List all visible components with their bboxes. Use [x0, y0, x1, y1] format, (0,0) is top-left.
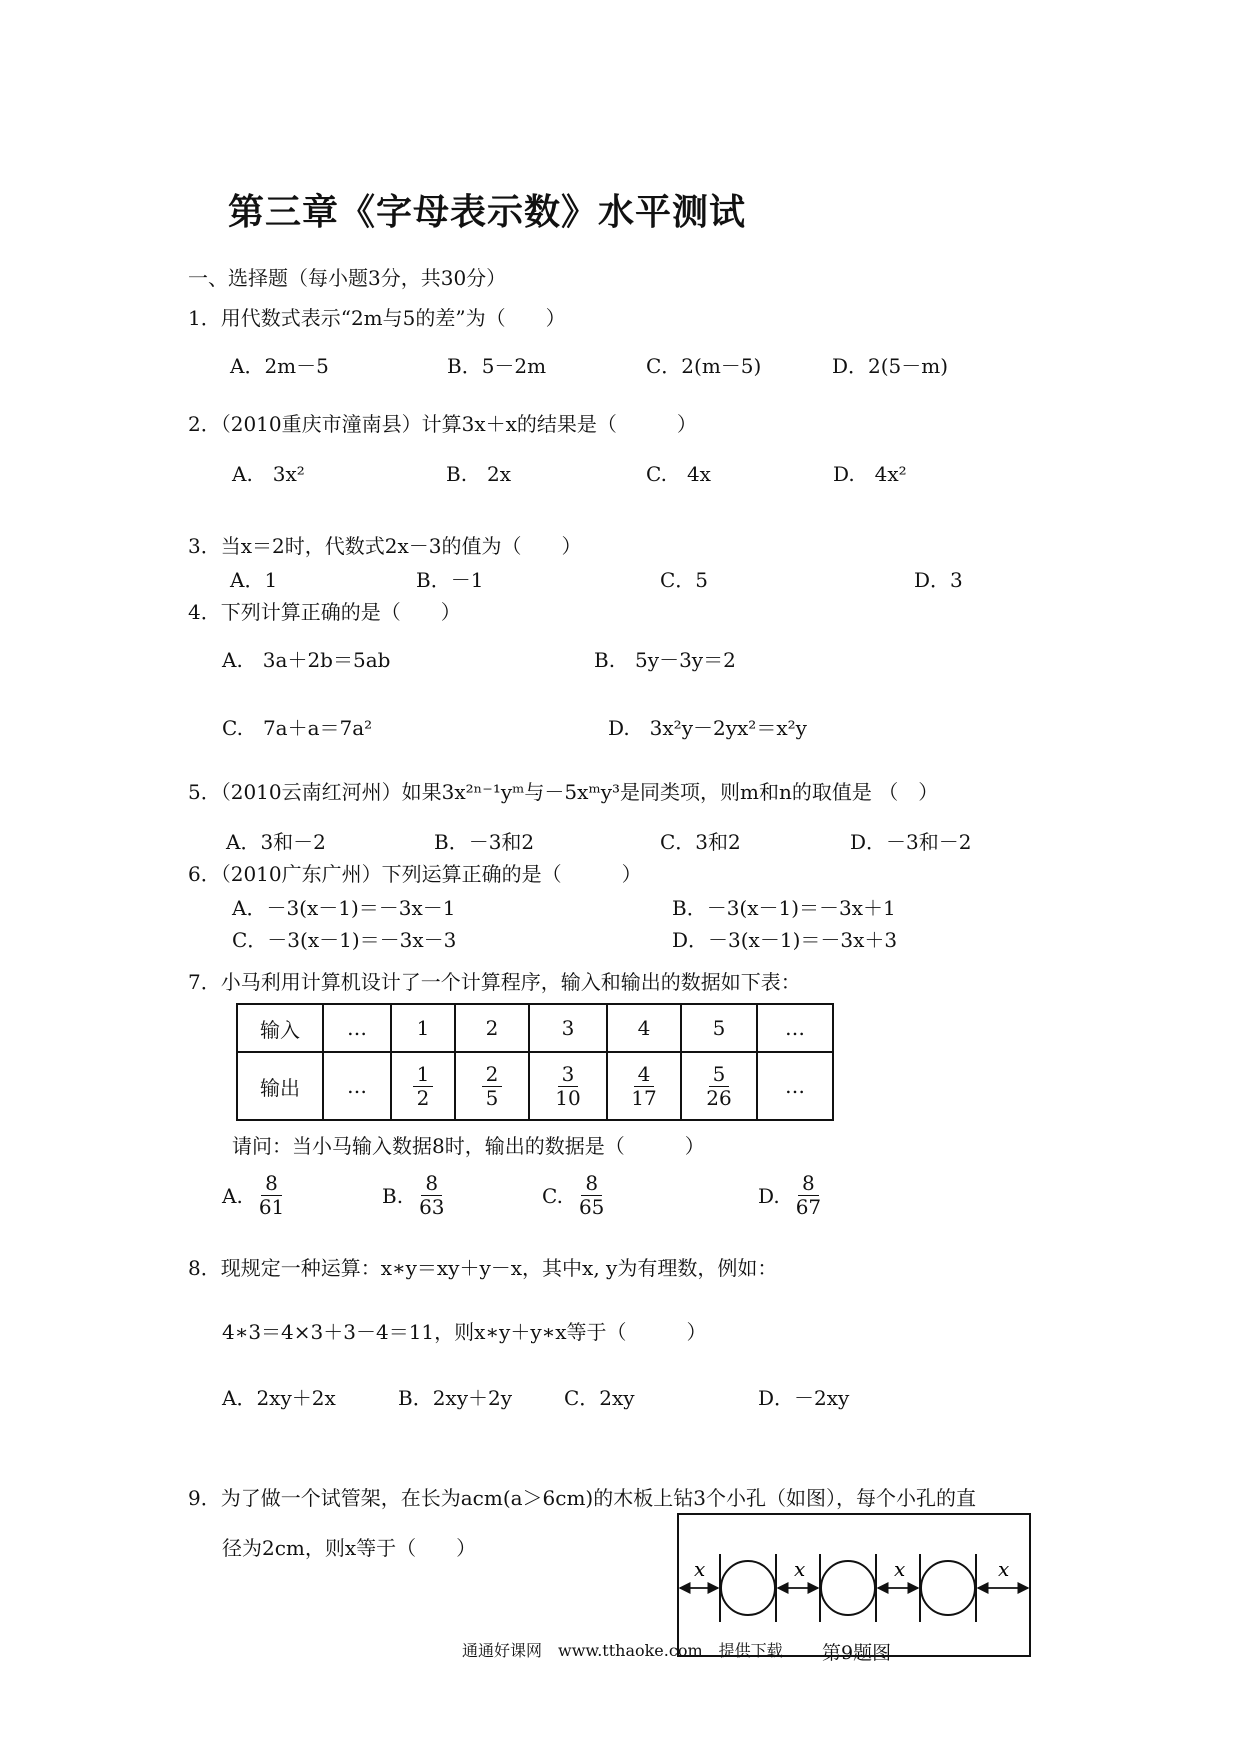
option-label: B.: [382, 1183, 404, 1208]
fraction-numerator: 1: [413, 1063, 434, 1087]
io-table-cell: [529, 1052, 607, 1120]
io-table-cell: 输出: [237, 1052, 323, 1120]
hole-3: [920, 1554, 976, 1622]
io-table-cell: 输入: [237, 1004, 323, 1052]
fraction-numerator: 3: [558, 1063, 579, 1087]
q2-option-a: A. 3x²: [232, 462, 305, 486]
q2-option-d: D. 4x²: [833, 462, 907, 486]
q3-option-d: D．3: [914, 568, 963, 592]
gap-label: x: [998, 1557, 1010, 1581]
q6-option-c: C．－3(x－1)＝－3x－3: [232, 928, 457, 952]
q5-option-c: C．3和2: [660, 830, 741, 854]
io-table-cell: [607, 1052, 681, 1120]
hole-2: [820, 1554, 876, 1622]
io-table-cell: [681, 1052, 757, 1120]
fraction-numerator: 8: [581, 1172, 602, 1196]
gap-label: x: [894, 1557, 906, 1581]
fraction-denominator: 26: [706, 1085, 732, 1110]
gap-label: x: [794, 1557, 806, 1581]
q8-line2: 4∗3＝4×3＋3－4＝11，则x∗y＋y∗x等于（ ）: [222, 1320, 707, 1344]
fraction-denominator: 5: [485, 1085, 499, 1110]
q5-option-a: A．3和－2: [226, 830, 326, 854]
q5-option-d: D．－3和－2: [850, 830, 972, 854]
q1-option-b: B．5－2m: [447, 354, 547, 378]
question-4: 4．下列计算正确的是（ ）: [188, 600, 461, 624]
q3-option-c: C．5: [660, 568, 709, 592]
q8-option-b: B．2xy＋2y: [398, 1386, 513, 1410]
gap-label: x: [694, 1557, 706, 1581]
fraction-numerator: 4: [634, 1063, 655, 1087]
q2-option-b: B. 2x: [446, 462, 512, 486]
q3-option-a: A．1: [230, 568, 278, 592]
io-table-output-row: [237, 1052, 833, 1120]
question-9: 9．为了做一个试管架，在长为acm(a＞6cm)的木板上钻3个小孔（如图），每个小孔的直: [188, 1486, 976, 1510]
io-table-cell: 4: [607, 1004, 681, 1052]
io-table-input-row: [237, 1004, 833, 1052]
io-table-cell: 5: [681, 1004, 757, 1052]
q7-question: 请问：当小马输入数据8时，输出的数据是（ ）: [232, 1134, 705, 1158]
io-table: [236, 1003, 834, 1121]
q1-option-a: A．2m－5: [230, 354, 329, 378]
hole-1: [720, 1554, 776, 1622]
q6-option-a: A．－3(x－1)＝－3x－1: [232, 896, 456, 920]
q3-option-b: B．－1: [416, 568, 484, 592]
q4-option-c: C. 7a＋a＝7a²: [222, 716, 373, 740]
fraction-denominator: 65: [578, 1195, 605, 1219]
page-title: 第三章《字母表示数》水平测试: [228, 191, 747, 233]
q7-option-b: [382, 1172, 449, 1219]
fraction-numerator: 2: [482, 1063, 503, 1087]
board-outline: [678, 1514, 1030, 1656]
q8-option-c: C．2xy: [564, 1386, 635, 1410]
q7-option-c: [542, 1172, 608, 1219]
q8-option-d: D．－2xy: [758, 1386, 850, 1410]
q6-option-b: B．－3(x－1)＝－3x＋1: [672, 896, 896, 920]
io-table-cell: …: [757, 1004, 833, 1052]
q4-option-d: D. 3x²y－2yx²＝x²y: [608, 716, 807, 740]
question-5: 5．（2010云南红河州）如果3x²ⁿ⁻¹yᵐ与－5xᵐy³是同类项，则m和n的取值是 （ ）: [188, 780, 939, 804]
io-table-cell: …: [323, 1004, 391, 1052]
option-label: C.: [542, 1183, 563, 1208]
q6-option-d: D．－3(x－1)＝－3x＋3: [672, 928, 898, 952]
question-8: 8．现规定一种运算：x∗y＝xy＋y－x，其中x, y为有理数，例如：: [188, 1256, 778, 1280]
fraction-denominator: 63: [419, 1195, 445, 1219]
option-label: D.: [758, 1183, 780, 1208]
fraction-denominator: 2: [416, 1085, 430, 1110]
option-label: A.: [222, 1183, 243, 1208]
fraction-numerator: 8: [261, 1172, 282, 1196]
q9-line2: 径为2cm，则x等于（ ）: [222, 1536, 477, 1560]
question-3: 3．当x＝2时，代数式2x－3的值为（ ）: [188, 534, 582, 558]
fraction-numerator: 8: [421, 1172, 442, 1196]
fraction-numerator: 5: [709, 1063, 730, 1087]
io-table-cell: [455, 1052, 529, 1120]
io-table-cell: [391, 1052, 455, 1120]
question-2: 2．（2010重庆市潼南县）计算3x＋x的结果是（ ）: [188, 412, 697, 436]
io-table-cell: 1: [391, 1004, 455, 1052]
io-table-cell: …: [323, 1052, 391, 1120]
fraction-denominator: 10: [555, 1085, 581, 1110]
fraction-denominator: 67: [795, 1195, 822, 1219]
fraction-numerator: 8: [798, 1172, 819, 1196]
figure-caption: 第9题图: [822, 1642, 892, 1664]
q4-option-b: B. 5y－3y＝2: [594, 648, 736, 672]
q1-option-d: D．2(5－m): [832, 354, 949, 378]
io-table-cell: …: [757, 1052, 833, 1120]
q2-option-c: C. 4x: [646, 462, 711, 486]
q4-option-a: A. 3a＋2b＝5ab: [222, 648, 391, 672]
section-heading: 一、选择题（每小题3分，共30分）: [188, 266, 507, 290]
question-7: 7．小马利用计算机设计了一个计算程序，输入和输出的数据如下表：: [188, 970, 801, 994]
q7-option-d: [758, 1172, 825, 1219]
question-6: 6．（2010广东广州）下列运算正确的是（ ）: [188, 862, 642, 886]
question-1: 1．用代数式表示“2m与5的差”为（ ）: [188, 306, 566, 330]
fraction-denominator: 17: [631, 1085, 657, 1110]
io-table-cell: 2: [455, 1004, 529, 1052]
io-table-cell: 3: [529, 1004, 607, 1052]
fraction-denominator: 61: [258, 1195, 285, 1219]
q1-option-c: C．2(m－5): [646, 354, 762, 378]
footer-source: 通通好课网 www.tthaoke.com 提供下载: [462, 1641, 783, 1660]
q5-option-b: B．－3和2: [434, 830, 535, 854]
q8-option-a: A．2xy＋2x: [222, 1386, 336, 1410]
q7-option-a: [222, 1172, 288, 1219]
